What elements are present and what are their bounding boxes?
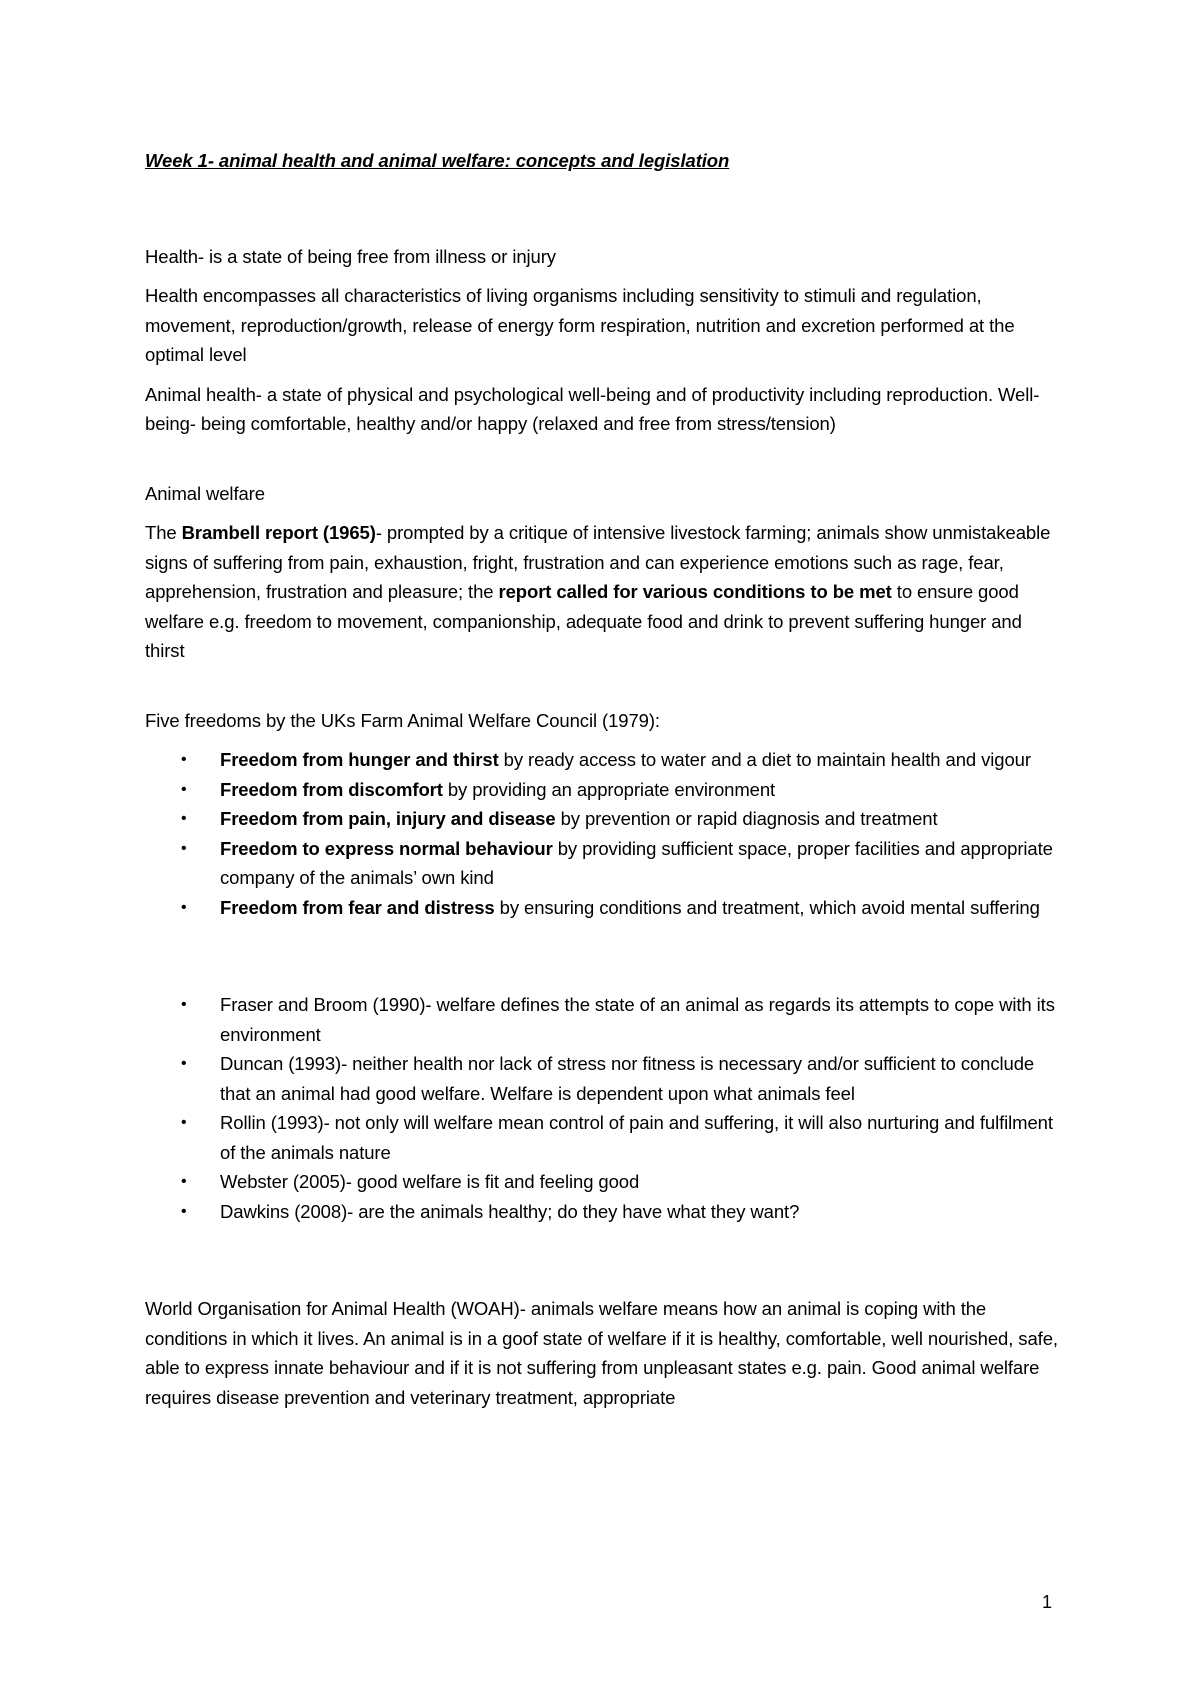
definition-text: Rollin (1993)- not only will welfare mean control of pain and suffering, it will also nurturing and fulfilment of the animals nature: [220, 1112, 1053, 1163]
freedom-title: Freedom from pain, injury and disease: [220, 808, 556, 829]
freedom-title: Freedom from discomfort: [220, 778, 443, 800]
bullet-icon: •: [181, 751, 187, 768]
page-number: 1: [1042, 1592, 1053, 1612]
list-item: [145, 745, 1065, 775]
freedom-description: by providing an appropriate environment: [442, 778, 776, 800]
bullet-icon: •: [181, 898, 187, 916]
bullet-icon: •: [181, 1114, 187, 1131]
freedom-description: by providing sufficient space, proper facilities and appropriate company of the animals’ own kind: [220, 837, 1053, 888]
bullet-icon: •: [181, 780, 187, 798]
list-item: [145, 1167, 1065, 1197]
brambell-text-3: to ensure good welfare e.g. freedom to movement, companionship, adequate food and drink to prevent suffering hunger and thirst: [145, 581, 1022, 661]
list-item: [145, 1108, 1065, 1167]
freedom-description: by prevention or rapid diagnosis and treatment: [555, 808, 938, 829]
freedom-title: Freedom from fear and distress: [220, 896, 495, 918]
freedom-description: by ready access to water and a diet to maintain health and vigour: [498, 749, 1031, 770]
list-item: [145, 1197, 1065, 1227]
list-item: [145, 804, 1065, 834]
definition-text: Webster (2005)- good welfare is fit and feeling good: [220, 1171, 640, 1192]
list-item: [145, 893, 1065, 923]
freedom-title: Freedom to express normal behaviour: [220, 837, 553, 859]
document-title: Week 1- animal health and animal welfare: concepts and legislation: [145, 150, 730, 171]
bullet-icon: •: [181, 839, 187, 857]
definition-text: Dawkins (2008)- are the animals healthy; do they have what they want?: [220, 1200, 800, 1222]
animal-health-paragraph: Animal health- a state of physical and psychological well-being and of productivity including reproduction. Well-being- being comfortable, healthy and/or happy (relaxed and free from stress/tension): [145, 383, 1040, 434]
bullet-icon: •: [181, 810, 187, 827]
brambell-bold-2: report called for various conditions to be met: [498, 581, 892, 602]
list-item: [145, 775, 1065, 805]
list-item: [145, 834, 1065, 893]
freedom-description: by ensuring conditions and treatment, which avoid mental suffering: [494, 896, 1040, 918]
bullet-icon: •: [181, 1055, 187, 1072]
freedom-title: Freedom from hunger and thirst: [220, 749, 499, 770]
animal-welfare-heading: Animal welfare: [145, 482, 265, 504]
health-encompasses-paragraph: Health encompasses all characteristics of living organisms including sensitivity to stimuli and regulation, movement, reproduction/growth, release of energy form respiration, nutrition and excretion performed at the optimal level: [145, 285, 1015, 365]
brambell-text-1: The: [145, 522, 182, 543]
five-freedoms-list: [145, 745, 1065, 922]
brambell-bold-1: Brambell report (1965): [181, 522, 376, 543]
bullet-icon: •: [181, 996, 187, 1013]
health-definition: Health- is a state of being free from illness or injury: [145, 245, 556, 267]
definition-text: Fraser and Broom (1990)- welfare defines the state of an animal as regards its attempts to cope with its environment: [220, 994, 1055, 1045]
bullet-icon: •: [181, 1202, 187, 1220]
five-freedoms-heading: Five freedoms by the UKs Farm Animal Welfare Council (1979):: [145, 709, 660, 731]
page-content: [145, 146, 1065, 1412]
list-item: [145, 990, 1065, 1049]
woah-paragraph: World Organisation for Animal Health (WOAH)- animals welfare means how an animal is coping with the conditions in which it lives. An animal is in a goof state of welfare if it is healthy, comfortable, well nourished, safe, able to express innate behaviour and if it is not suffering from unpleasant states e.g. pain. Good animal welfare requires disease prevention and veterinary treatment, appropriate: [145, 1298, 1058, 1408]
definition-text: Duncan (1993)- neither health nor lack of stress nor fitness is necessary and/or sufficient to conclude that an animal had good welfare. Welfare is dependent upon what animals feel: [220, 1053, 1035, 1104]
welfare-definitions-list: [145, 990, 1065, 1226]
list-item: [145, 1049, 1065, 1108]
brambell-text-2: - prompted by a critique of intensive livestock farming; animals show unmistakeable signs of suffering from pain, exhaustion, fright, frustration and can experience emotions such as rage, fear, apprehension, frustration and pleasure; the: [145, 522, 1051, 602]
bullet-icon: •: [181, 1173, 187, 1190]
brambell-paragraph: [145, 518, 1065, 666]
